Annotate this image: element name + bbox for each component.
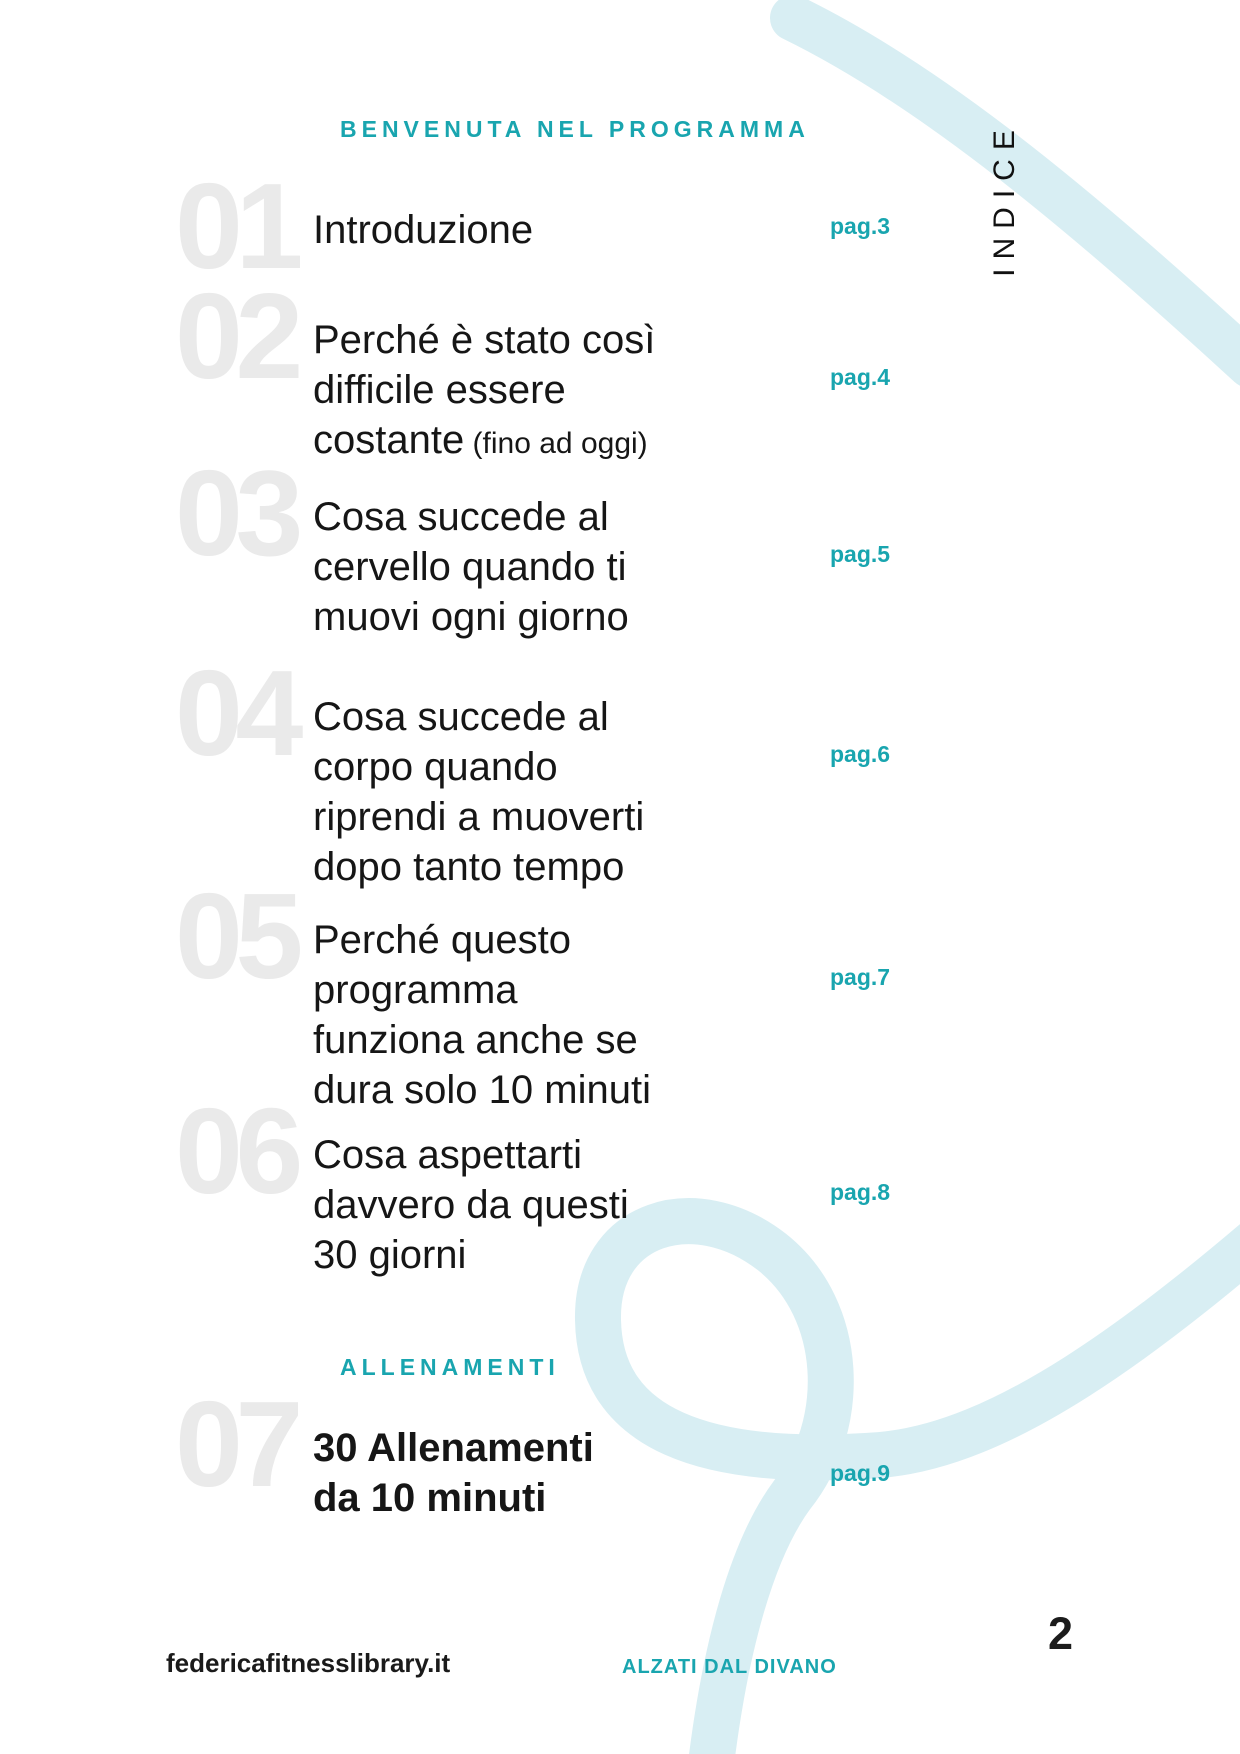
toc-item-page-ref[interactable]: pag.5	[830, 541, 891, 567]
toc-item-number: 02	[175, 268, 297, 404]
toc-item[interactable]	[175, 868, 1075, 1115]
toc-item[interactable]	[175, 1376, 1075, 1523]
toc-item[interactable]	[175, 445, 1075, 642]
toc-item[interactable]	[175, 645, 1075, 892]
toc-item-number: 06	[175, 1083, 297, 1219]
side-label-indice: INDICE	[988, 121, 1021, 277]
toc-item-title: Introduzione	[313, 208, 534, 252]
toc-item-number: 05	[175, 868, 297, 1004]
toc-item-page-ref[interactable]: pag.7	[830, 964, 891, 990]
toc-item-page-ref[interactable]: pag.3	[830, 213, 891, 239]
toc-item[interactable]	[175, 1083, 1075, 1280]
toc-item-title: Perché questo programma funziona anche se dura solo 10 minuti	[313, 918, 651, 1112]
footer-website-link[interactable]: federicafitnesslibrary.it	[166, 1648, 451, 1678]
toc-item-title: Cosa aspettarti davvero da questi 30 giorni	[313, 1133, 629, 1277]
toc-item-page-ref[interactable]: pag.8	[830, 1179, 891, 1205]
toc-item-title: Perché è stato così difficile essere costante (fino ad oggi)	[313, 318, 656, 462]
toc-item[interactable]	[175, 268, 1075, 469]
toc-item-page-ref[interactable]: pag.9	[830, 1460, 891, 1486]
toc-item-number: 04	[175, 645, 297, 781]
footer-page-number: 2	[1048, 1608, 1074, 1659]
footer-program-name: ALZATI DAL DIVANO	[622, 1656, 837, 1678]
section-heading-benvenuta: BENVENUTA NEL PROGRAMMA	[340, 116, 810, 142]
toc-item-page-ref[interactable]: pag.4	[830, 364, 891, 390]
toc-item-title: Cosa succede al corpo quando riprendi a muoverti dopo tanto tempo	[313, 695, 645, 889]
toc-item-number: 07	[175, 1376, 297, 1512]
toc-item-page-ref[interactable]: pag.6	[830, 741, 891, 767]
section-heading-allenamenti: ALLENAMENTI	[340, 1354, 560, 1380]
toc-item-number: 03	[175, 445, 297, 581]
toc-item-title: 30 Allenamenti da 10 minuti	[313, 1426, 594, 1520]
toc-item-number: 01	[175, 158, 297, 294]
toc-item-title: Cosa succede al cervello quando ti muovi ogni giorno	[313, 495, 629, 639]
